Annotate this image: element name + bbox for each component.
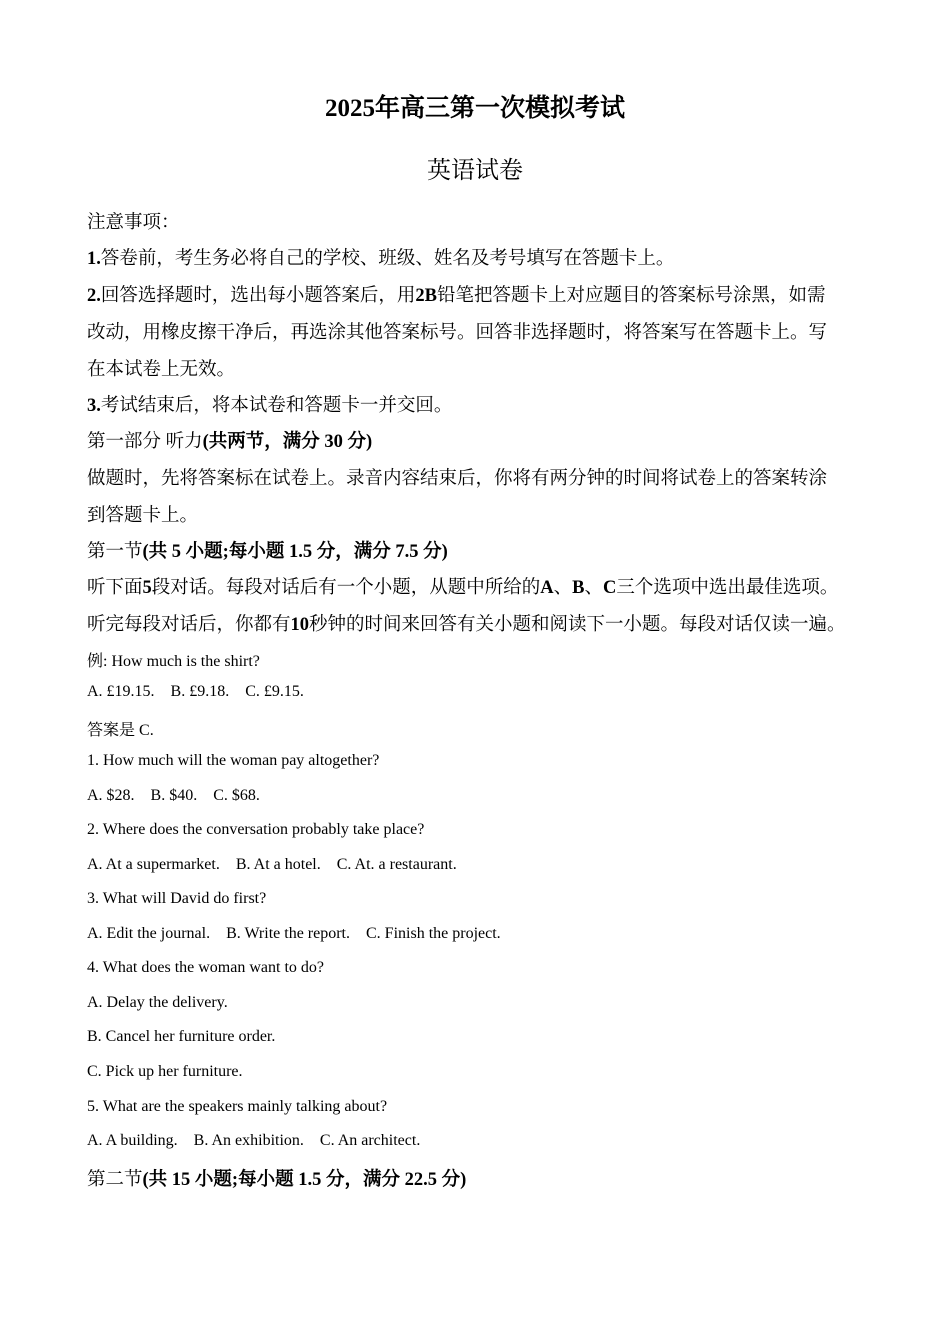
- notice-item-2-pencil: 2B: [415, 286, 437, 306]
- section1-heading: [87, 537, 448, 563]
- question-2-options: A. At a supermarket. B. At a hotel. C. At. a restaurant.: [87, 856, 457, 873]
- question-2: 2. Where does the conversation probably take place?: [87, 821, 425, 838]
- notice-item-3-num: 3.: [87, 396, 101, 416]
- notice-item-2-text-a: 回答选择题时，选出每小题答案后，用: [100, 286, 416, 306]
- section1-heading-score: (共 5 小题;每小题 1.5 分，满分 7.5 分): [142, 542, 448, 562]
- instr1-i: 三个选项中选出最佳选项。: [616, 578, 839, 598]
- instr1-e: 、: [553, 578, 573, 598]
- question-5-options: A. A building. B. An exhibition. C. An architect.: [87, 1132, 421, 1149]
- notice-item-2-text-c: 铅笔把答题卡上对应题目的答案标号涂黑，如需: [436, 286, 826, 306]
- question-4-option-b: B. Cancel her furniture order.: [87, 1028, 276, 1045]
- instr1-g: 、: [584, 578, 604, 598]
- example-question-text: : How much is the shirt?: [103, 653, 260, 670]
- instr2-c: 秒钟的时间来回答有关小题和阅读下一小题。每段对话仅读一遍。: [309, 615, 846, 635]
- exam-title: 2025年高三第一次模拟考试: [324, 95, 625, 122]
- part1-heading-score: (共两节，满分 30 分): [202, 432, 373, 452]
- question-3: 3. What will David do first?: [87, 890, 267, 907]
- section1-heading-label: 第一节: [87, 542, 143, 562]
- exam-subject: 英语试卷: [427, 158, 523, 184]
- question-3-options: A. Edit the journal. B. Write the report. C. Finish the project.: [87, 925, 501, 942]
- instr2-b: 10: [290, 615, 310, 635]
- question-4-option-a: A. Delay the delivery.: [87, 994, 228, 1011]
- instr1-b: 5: [142, 578, 152, 598]
- notice-item-3: [87, 391, 452, 417]
- example-label: 例: [87, 653, 104, 670]
- notice-item-2-line-2: 改动，用橡皮擦干净后，再选涂其他答案标号。回答非选择题时，将答案写在答题卡上。写: [87, 323, 828, 343]
- part1-intro-line-1: 做题时，先将答案标在试卷上。录音内容结束后，你将有两分钟的时间将试卷上的答案转涂: [87, 469, 828, 489]
- question-1: 1. How much will the woman pay altogether?: [87, 752, 380, 769]
- notice-item-1: [87, 244, 674, 270]
- example-question: [87, 648, 260, 671]
- notice-item-2-line-3: 在本试卷上无效。: [87, 360, 236, 380]
- instr1-h: C: [603, 578, 617, 598]
- section2-heading: [87, 1165, 466, 1191]
- example-answer-value: C.: [135, 722, 154, 739]
- notice-item-3-text: 考试结束后，将本试卷和答题卡一并交回。: [100, 396, 453, 416]
- section2-heading-label: 第二节: [87, 1170, 143, 1190]
- instr1-f: B: [572, 578, 585, 598]
- instr2-a: 听完每段对话后，你都有: [87, 615, 291, 635]
- instr1-c: 段对话。每段对话后有一个小题，从题中所给的: [151, 578, 541, 598]
- question-4-option-c: C. Pick up her furniture.: [87, 1063, 243, 1080]
- example-answer-label: 答案是: [87, 722, 136, 739]
- part1-intro-line-2: 到答题卡上。: [87, 506, 199, 526]
- notice-item-1-num: 1.: [87, 249, 101, 269]
- instr1-a: 听下面: [87, 578, 143, 598]
- section1-instruction-line-1: [87, 573, 838, 599]
- question-5: 5. What are the speakers mainly talking about?: [87, 1098, 388, 1115]
- question-4: 4. What does the woman want to do?: [87, 959, 324, 976]
- section2-heading-score: (共 15 小题;每小题 1.5 分，满分 22.5 分): [142, 1170, 467, 1190]
- example-answer: [87, 717, 154, 740]
- section1-instruction-line-2: [87, 610, 846, 636]
- notice-item-2-num: 2.: [87, 286, 101, 306]
- notice-heading: 注意事项：: [87, 213, 180, 233]
- part1-heading-label: 第一部分 听力: [87, 432, 203, 452]
- question-1-options: A. $28. B. $40. C. $68.: [87, 787, 260, 804]
- notice-item-1-text: 答卷前，考生务必将自己的学校、班级、姓名及考号填写在答题卡上。: [100, 249, 675, 269]
- example-options: A. £19.15. B. £9.18. C. £9.15.: [87, 683, 304, 700]
- instr1-d: A: [540, 578, 554, 598]
- part1-heading: [87, 427, 372, 453]
- notice-item-2: [87, 281, 826, 307]
